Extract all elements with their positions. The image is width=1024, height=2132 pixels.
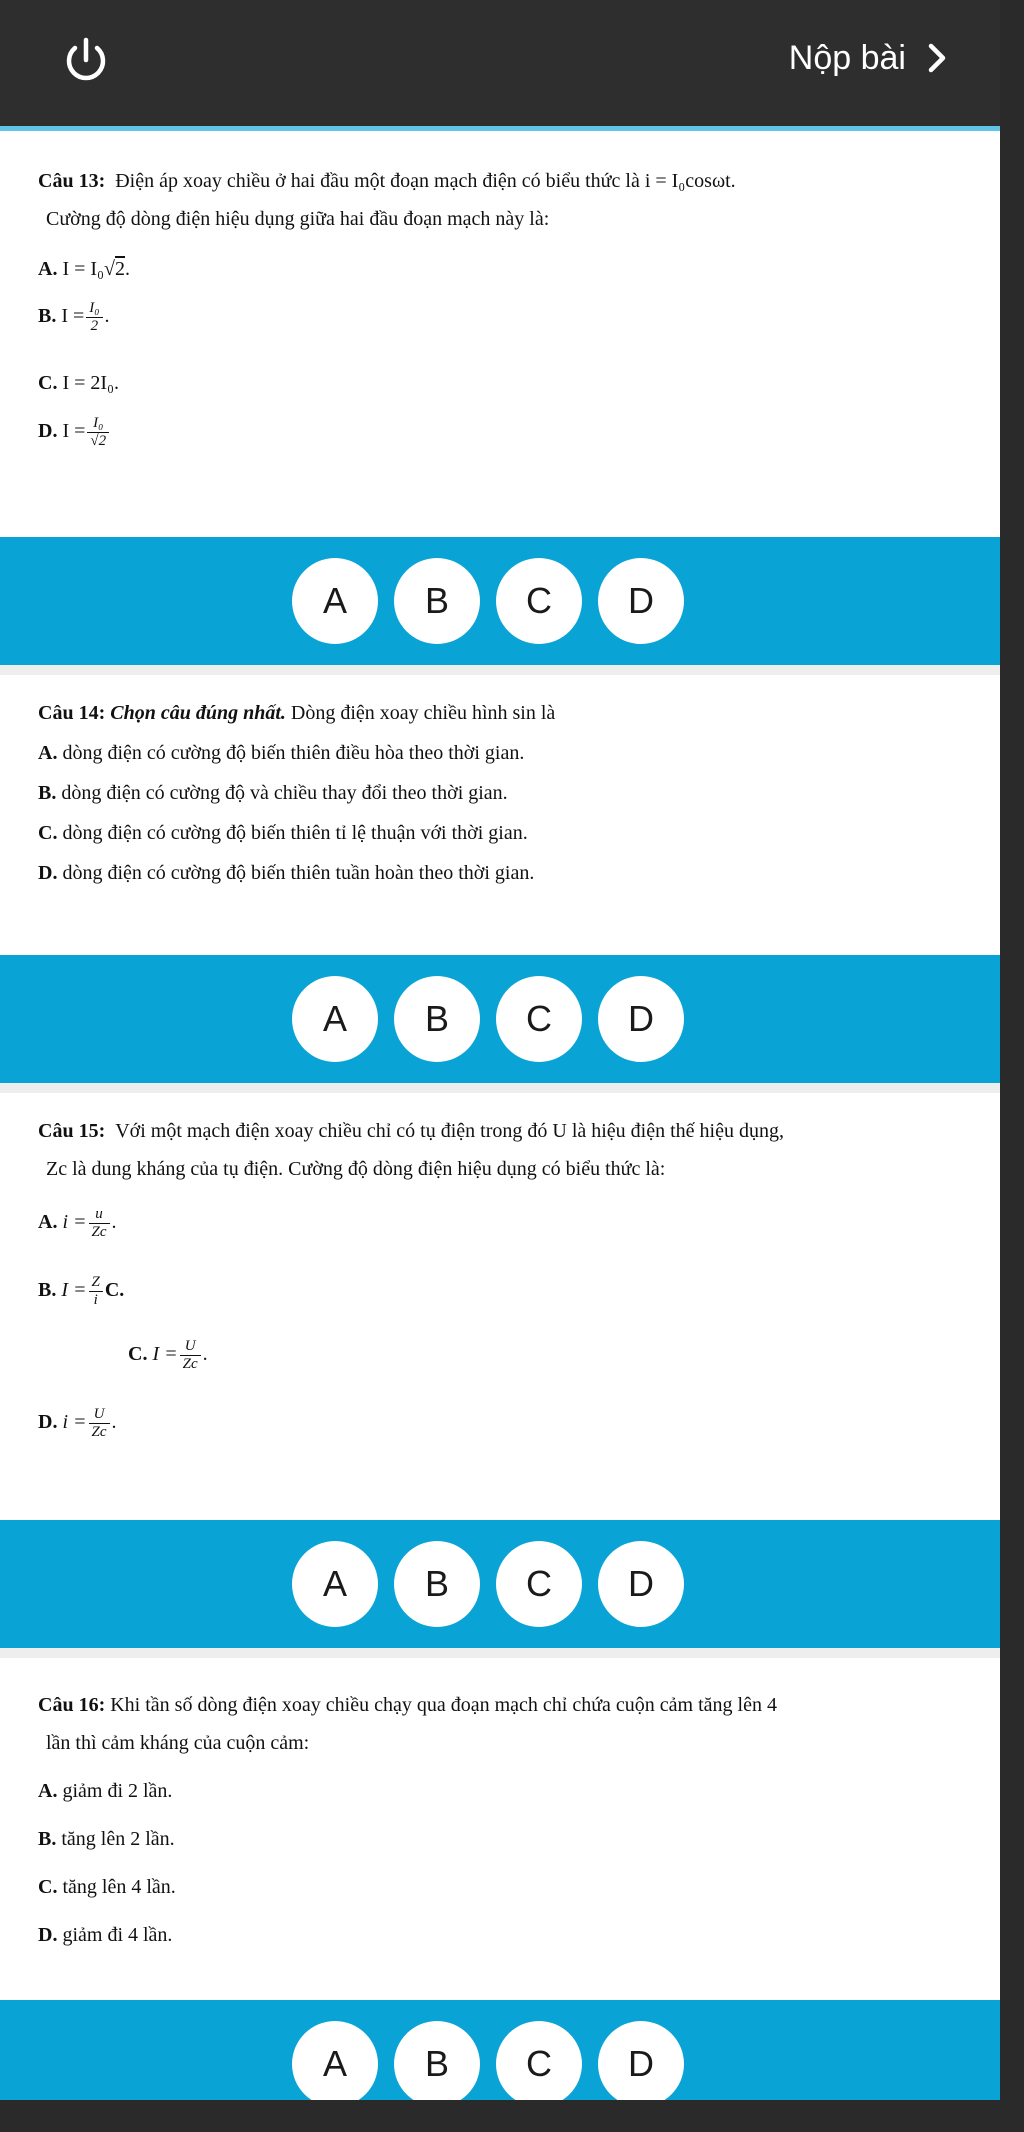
answer-13-c[interactable]: C — [496, 558, 582, 644]
answer-14-b[interactable]: B — [394, 976, 480, 1062]
scroll-edge — [1000, 0, 1024, 2132]
bottom-bar — [0, 2100, 1000, 2132]
separator — [0, 1083, 1000, 1093]
answer-band-15 — [0, 1520, 1000, 1648]
answer-band-14 — [0, 955, 1000, 1083]
chevron-right-icon — [928, 43, 946, 73]
answer-band-16 — [0, 2000, 1000, 2100]
top-bar — [0, 0, 1000, 126]
question-16-stem: Câu 16: Khi tần số dòng điện xoay chiều chạy qua đoạn mạch chỉ chứa cuộn cảm tăng lên 4 — [38, 1694, 777, 1716]
question-15-stem: Câu 15: Với một mạch điện xoay chiều chỉ có tụ điện trong đó U là hiệu điện thế hiệu dụng, — [38, 1120, 784, 1142]
question-15-choice-a: A. i = $\frac{u}{Zc}$ . — [38, 1206, 117, 1240]
answer-16-a[interactable]: A — [292, 2021, 378, 2107]
answer-15-b[interactable]: B — [394, 1541, 480, 1627]
question-13-choice-d: D. I = $\frac{\text{I₀}}{√2}$ — [38, 415, 111, 450]
answer-14-c[interactable]: C — [496, 976, 582, 1062]
header-divider — [0, 126, 1000, 131]
question-13-choice-a: A. I = I₀√2. — [38, 258, 131, 280]
question-16-choice-a: A. giảm đi 2 lần. — [38, 1780, 173, 1802]
answer-15-c[interactable]: C — [496, 1541, 582, 1627]
question-16-choice-d: D. giảm đi 4 lần. — [38, 1924, 173, 1946]
separator — [0, 665, 1000, 675]
question-13-stem-2: Cường độ dòng điện hiệu dụng giữa hai đầu đoạn mạch này là: — [46, 208, 550, 230]
answer-16-c[interactable]: C — [496, 2021, 582, 2107]
submit-label: Nộp bài — [788, 38, 906, 77]
question-15-stem-2: Zc là dung kháng của tụ điện. Cường độ dòng điện hiệu dụng có biểu thức là: — [46, 1158, 666, 1180]
question-16-choice-b: B. tăng lên 2 lần. — [38, 1828, 175, 1850]
answer-13-d[interactable]: D — [598, 558, 684, 644]
answer-16-d[interactable]: D — [598, 2021, 684, 2107]
answer-14-d[interactable]: D — [598, 976, 684, 1062]
question-15-choice-b: B. I = $\frac{Z}{i}$ C. — [38, 1274, 125, 1308]
question-14-choice-d: D. dòng điện có cường độ biến thiên tuần hoàn theo thời gian. — [38, 862, 535, 884]
question-16-choice-c: C. tăng lên 4 lần. — [38, 1876, 176, 1898]
answer-15-d[interactable]: D — [598, 1541, 684, 1627]
question-14-choice-c: C. dòng điện có cường độ biến thiên tỉ lệ thuận với thời gian. — [38, 822, 528, 844]
answer-14-a[interactable]: A — [292, 976, 378, 1062]
question-15-choice-d: D. i = $\frac{U}{Zc}$ . — [38, 1406, 117, 1440]
question-14-choice-a: A. dòng điện có cường độ biến thiên điều hòa theo thời gian. — [38, 742, 525, 764]
answer-13-b[interactable]: B — [394, 558, 480, 644]
question-13-choice-c: C. I = 2I₀. — [38, 372, 120, 394]
question-13-stem: Câu 13: Điện áp xoay chiều ở hai đầu một đoạn mạch điện có biểu thức là i = I₀cosωt. — [38, 170, 736, 192]
answer-band-13 — [0, 537, 1000, 665]
separator — [0, 1648, 1000, 1658]
question-13-choice-b: B. I = $\frac{\text{I₀}}{2}$ . — [38, 300, 110, 334]
question-16-stem-2: lần thì cảm kháng của cuộn cảm: — [46, 1732, 310, 1754]
answer-13-a[interactable]: A — [292, 558, 378, 644]
question-15-choice-c: C. I = $\frac{U}{Zc}$ . — [128, 1338, 208, 1372]
question-14-choice-b: B. dòng điện có cường độ và chiều thay đổi theo thời gian. — [38, 782, 508, 804]
answer-16-b[interactable]: B — [394, 2021, 480, 2107]
power-icon[interactable] — [61, 36, 111, 86]
question-14-stem: Câu 14: Chọn câu đúng nhất. Dòng điện xoay chiều hình sin là — [38, 702, 556, 724]
answer-15-a[interactable]: A — [292, 1541, 378, 1627]
submit-button[interactable] — [789, 34, 946, 82]
